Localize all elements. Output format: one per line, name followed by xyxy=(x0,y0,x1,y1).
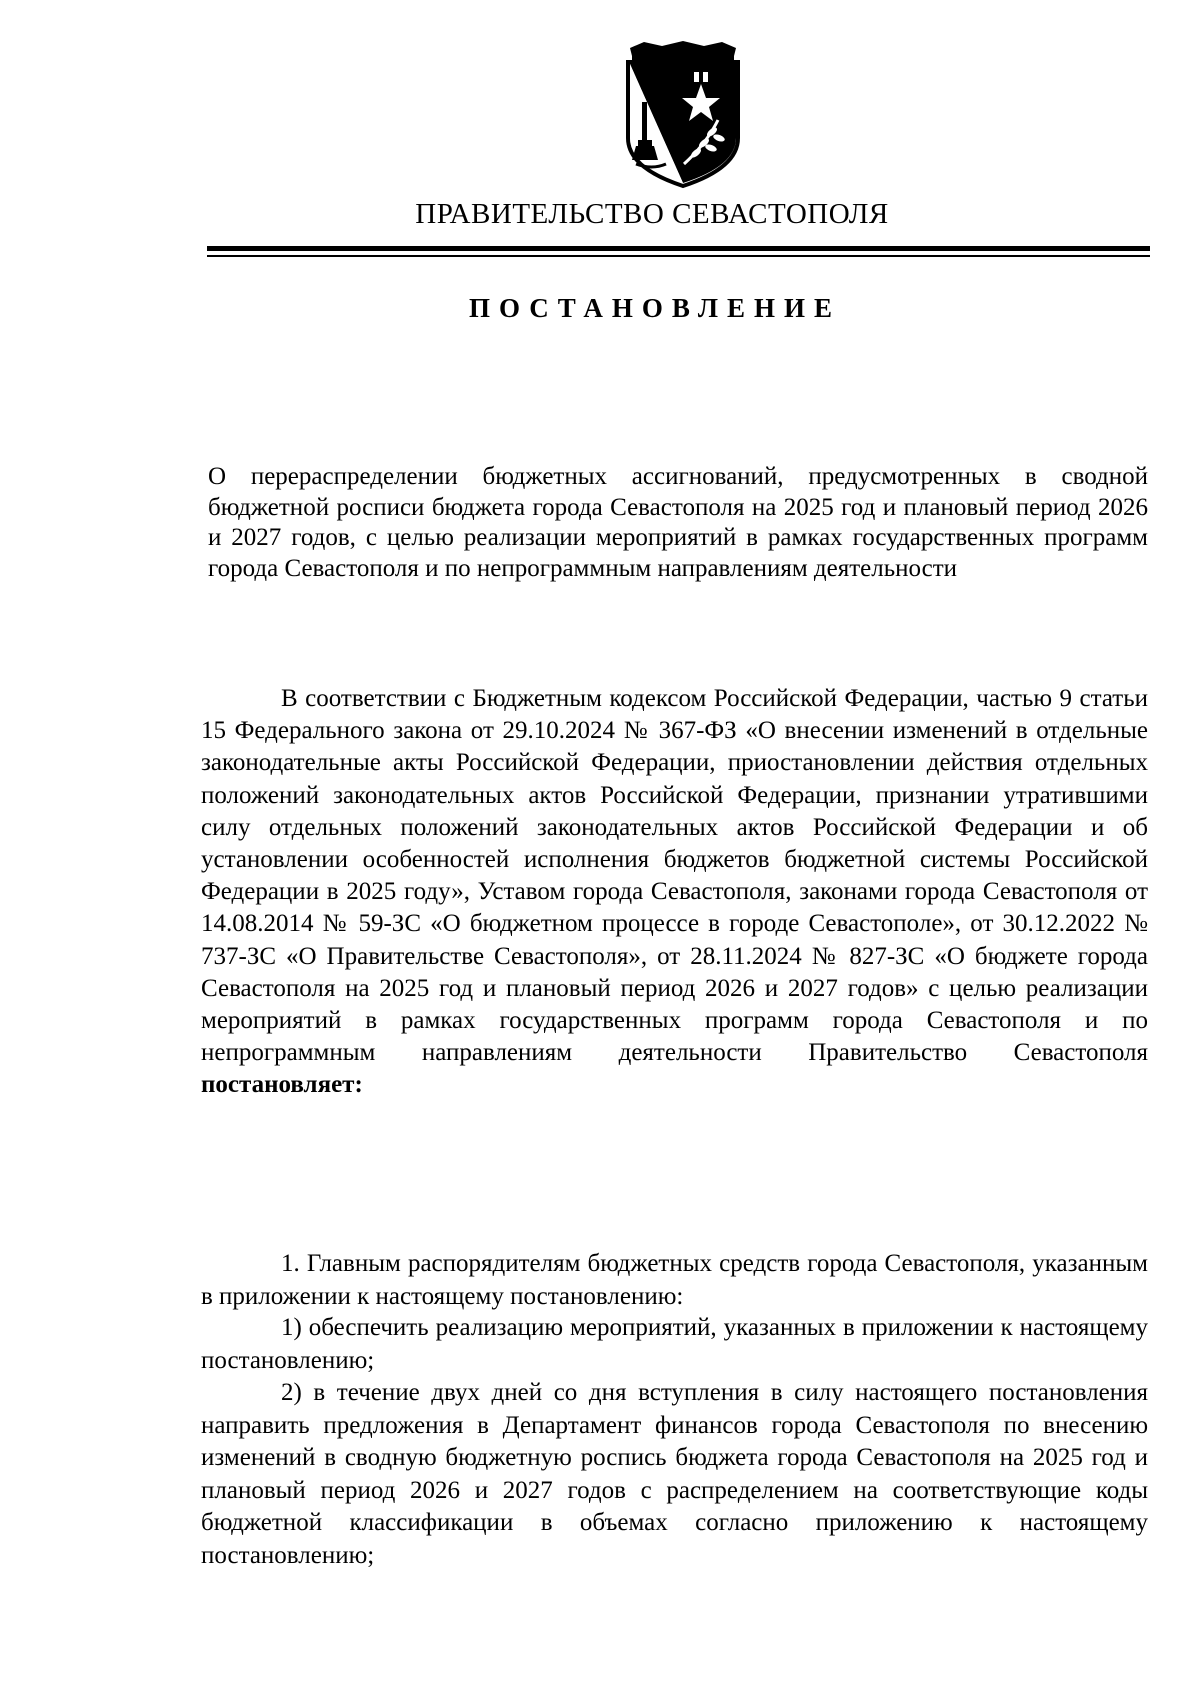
government-name: ПРАВИТЕЛЬСТВО СЕВАСТОПОЛЯ xyxy=(415,198,889,230)
resolves-keyword: постановляет: xyxy=(201,1071,363,1099)
sevastopol-coat-of-arms-icon xyxy=(622,40,744,190)
document-subject: О перераспределении бюджетных ассигнований, предусмотренных в сводной бюджетной росписи бюджета города Севастополя на 2025 год и плановый период 2026 и 2027 годов, с целью реализации мероприятий в рамках государственных программ города Севастополя и по непрограммным направлениям деятельности xyxy=(208,463,1148,582)
item-1: 1. Главным распорядителям бюджетных средств города Севастополя, указанным в приложении к настоящему постановлению: xyxy=(201,1250,1148,1310)
item-1-subitem-2: 2) в течение двух дней со дня вступления в силу настоящего постановления направить предложения в Департамент финансов города Севастополя по внесению изменений в сводную бюджетную роспись бюджета города Севастополя на 2025 год и плановый период 2026 и 2027 годов с распределением на соответствующие коды бюджетной классификации в объемах согласно приложению к настоящему постановлению; xyxy=(201,1379,1148,1569)
header-rule-thick xyxy=(207,246,1150,251)
preamble-paragraph xyxy=(201,683,1148,1102)
header-rule-thin xyxy=(207,255,1150,257)
preamble-text: В соответствии с Бюджетным кодексом Российской Федерации, частью 9 статьи 15 Федерального закона от 29.10.2024 № 367-ФЗ «О внесении изменений в отдельные законодательные акты Российской Федерации, приостановлении действия отдельных положений законодательных актов Российской Федерации, признании утратившими силу отдельных положений законодательных актов Российской Федерации и об установлении особенностей исполнения бюджетов бюджетной системы Российской Федерации в 2025 году», Уставом города Севастополя, законами города Севастополя от 14.08.2014 № 59-ЗС «О бюджетном процессе в городе Севастополе», от 30.12.2022 № 737-ЗС «О Правительстве Севастополя», от 28.11.2024 № 827-ЗС «О бюджете города Севастополя на 2025 год и плановый период 2026 и 2027 годов» с целью реализации мероприятий в рамках государственных программ города Севастополя и по непрограммным направлениям деятельности Правительство Севастополя xyxy=(201,685,1148,1067)
item-1-subitem-1: 1) обеспечить реализацию мероприятий, указанных в приложении к настоящему постановлению; xyxy=(201,1314,1148,1374)
document-type-title: ПОСТАНОВЛЕНИЕ xyxy=(468,293,842,323)
